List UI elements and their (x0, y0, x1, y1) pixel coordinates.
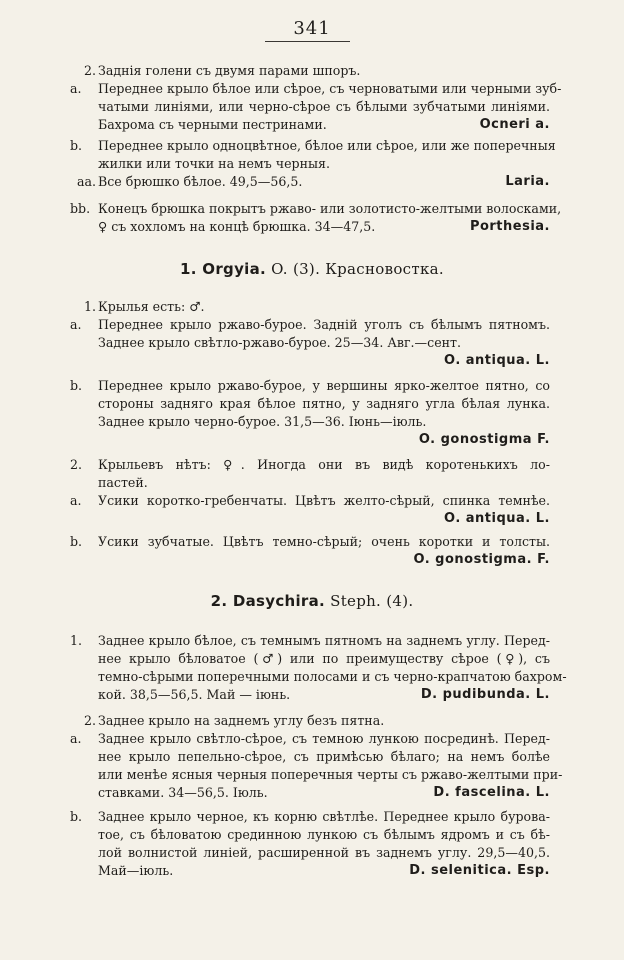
line-text: Переднее крыло ржаво-бурое, у вершины ярко-желтое пятно, со (98, 378, 550, 393)
text-line (70, 712, 550, 730)
key-entry (70, 808, 550, 880)
text-line (70, 826, 550, 844)
taxon-name: Laria. (505, 174, 550, 189)
taxon-line (70, 352, 550, 372)
line-text: Конецъ брюшка покрытъ ржаво- или золотисто-желтыми волосками, (98, 201, 562, 216)
key-marker: aa. (76, 174, 96, 189)
line-text: Переднее крыло ржаво-бурое. Задній уголъ съ бѣлымъ пятномъ. (98, 317, 550, 332)
line-text: ставками. 34—56,5. Іюль. (98, 785, 268, 800)
key-entry (70, 200, 562, 236)
line-text: Заднее крыло свѣтло-ржаво-бурое. 25—34. Авг.—сент. (98, 335, 462, 350)
taxon-line (70, 551, 550, 571)
line-text: Усики зубчатые. Цвѣтъ темно-сѣрый; очень коротки и толсты. (98, 534, 550, 549)
key-marker: a. (70, 731, 82, 746)
section-heading (0, 260, 624, 278)
text-line (70, 137, 556, 155)
taxon-name: O. antiqua. L. (444, 511, 550, 526)
line-text: кой. 38,5—56,5. Май — іюнь. (98, 687, 291, 702)
key-marker: a. (70, 317, 82, 332)
genus-name: 1. Orgyia. (180, 260, 267, 278)
text-line (70, 173, 550, 191)
line-text: Бахрома съ черными пестринами. (98, 117, 327, 132)
line-text: или менѣе ясныя черныя поперечныя черты съ ржаво-желтыми при- (98, 767, 563, 782)
line-text: жилки или точки на немъ черныя. (98, 156, 330, 171)
line-text: Крыльевъ нѣтъ: ♀. Иногда они въ видѣ коротенькихъ ло- (98, 457, 550, 472)
line-text: пастей. (98, 475, 148, 490)
taxon-name: O. gonostigma. F. (413, 552, 550, 567)
section-heading (0, 592, 624, 610)
key-entry (70, 62, 562, 134)
key-marker: 1. (70, 633, 83, 648)
line-text: тое, съ бѣловатою срединною лункою съ бѣлымъ ядромъ и съ бѣ- (98, 827, 550, 842)
line-text: Заднее крыло свѣтло-сѣрое, съ темною лункою посрединѣ. Перед- (98, 731, 550, 746)
line-text: Все брюшко бѣлое. 49,5—56,5. (98, 174, 303, 189)
text-line (70, 456, 550, 474)
text-line (70, 298, 550, 316)
line-text: ♀ съ хохломъ на концѣ брюшка. 34—47,5. (98, 219, 376, 234)
taxon-name: O. gonostigma F. (418, 432, 550, 447)
key-entry (70, 632, 567, 704)
text-line (70, 395, 550, 413)
text-line (70, 200, 562, 218)
key-marker: bb. (70, 201, 91, 216)
key-entry (70, 533, 550, 571)
text-line (70, 492, 550, 510)
text-line (70, 334, 550, 352)
text-line (70, 784, 550, 802)
text-line (70, 844, 550, 862)
text-line (70, 316, 550, 334)
line-text: нее крыло пепельно-сѣрое, съ примѣсью бѣлаго; на немъ болѣе (98, 749, 550, 764)
key-marker: 2. (83, 63, 96, 78)
text-line (70, 686, 550, 704)
text-line (70, 533, 550, 551)
key-entry (70, 298, 550, 372)
line-text: Заднее крыло черное, къ корню свѣтлѣе. Переднее крыло бурова- (98, 809, 550, 824)
line-text: Заднее крыло бѣлое, съ темнымъ пятномъ на заднемъ углу. Перед- (98, 633, 550, 648)
text-line (70, 80, 562, 98)
taxon-name: O. antiqua. L. (444, 353, 550, 368)
key-entry (70, 712, 563, 802)
key-marker: a. (70, 493, 82, 508)
text-line (70, 155, 550, 173)
line-text: Переднее крыло одноцвѣтное, бѣлое или сѣрое, или же поперечныя (98, 138, 556, 153)
line-text: Май—іюль. (98, 863, 174, 878)
line-text: Крылья есть: ♂. (98, 299, 205, 314)
line-text: Переднее крыло бѣлое или сѣрое, съ черноватыми или черными зуб- (98, 81, 562, 96)
text-line (70, 730, 550, 748)
taxon-line (70, 510, 550, 530)
text-line (70, 650, 550, 668)
text-line (70, 98, 550, 116)
taxon-name: D. pudibunda. L. (420, 687, 550, 702)
key-marker: 2. (83, 713, 96, 728)
text-line (70, 862, 550, 880)
line-text: Заднее крыло черно-бурое. 31,5—36. Іюнь—іюль. (98, 414, 427, 429)
genus-name: 2. Dasychira. (210, 592, 326, 610)
taxon-name: Porthesia. (469, 219, 550, 234)
text-line (70, 377, 550, 395)
text-line (70, 632, 550, 650)
text-line (70, 748, 550, 766)
line-text: стороны задняго края бѣлое пятно, у задняго угла бѣлая лунка. (98, 396, 550, 411)
key-entry (70, 377, 550, 451)
line-text: Усики коротко-гребенчаты. Цвѣтъ желто-сѣрый, спинка темнѣе. (98, 493, 550, 508)
genus-info: Steph. (4). (325, 592, 414, 610)
key-entry (70, 137, 556, 191)
line-text: нее крыло бѣловатое (♂) или по преимуществу сѣрое (♀), съ (98, 651, 550, 666)
text-line (70, 116, 550, 134)
page-number-rule (265, 41, 350, 42)
taxon-name: Ocneri a. (479, 117, 550, 132)
key-marker: b. (70, 378, 83, 393)
line-text: темно-сѣрыми поперечными полосами и съ черно-крапчатою бахром- (98, 669, 567, 684)
key-marker: b. (70, 809, 83, 824)
text-line (70, 474, 550, 492)
taxon-name: D. selenitica. Esp. (409, 863, 550, 878)
taxon-name: D. fascelina. L. (433, 785, 550, 800)
key-marker: 2. (70, 457, 83, 472)
line-text: Заднія голени съ двумя парами шпоръ. (98, 63, 361, 78)
key-entry (70, 456, 550, 530)
line-text: лой волнистой линіей, расширенной въ заднемъ углу. 29,5—40,5. (98, 845, 550, 860)
key-marker: b. (70, 534, 83, 549)
genus-info: O. (3). Красновостка. (266, 260, 444, 278)
text-line (70, 766, 563, 784)
line-text: Заднее крыло на заднемъ углу безъ пятна. (98, 713, 385, 728)
text-line (70, 808, 550, 826)
page-number: 341 (293, 18, 331, 39)
line-text: чатыми линіями, или черно-сѣрое съ бѣлыми зубчатыми линіями. (98, 99, 550, 114)
text-line (70, 668, 567, 686)
text-line (70, 62, 550, 80)
text-line (70, 413, 550, 431)
key-marker: b. (70, 138, 83, 153)
key-marker: a. (70, 81, 82, 96)
key-marker: 1. (83, 299, 96, 314)
taxon-line (70, 431, 550, 451)
text-line (70, 218, 550, 236)
